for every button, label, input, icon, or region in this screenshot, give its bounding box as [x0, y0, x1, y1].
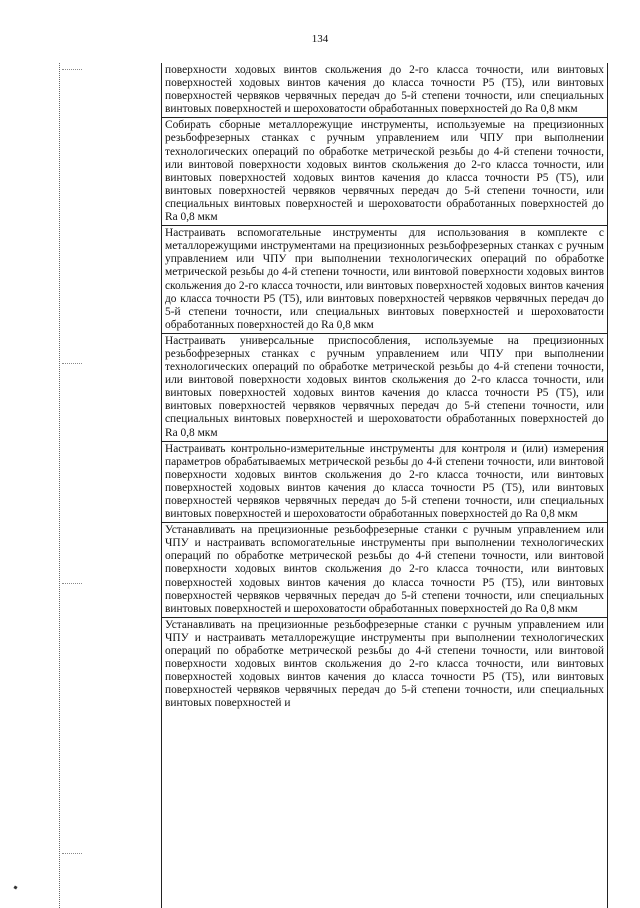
table-right-border — [607, 63, 608, 908]
left-column-tick — [62, 363, 82, 364]
table-row — [162, 226, 607, 334]
left-column-tick — [62, 583, 82, 584]
scan-artifact — [13, 885, 17, 889]
table-row — [162, 63, 607, 118]
table-row — [162, 442, 607, 524]
table-row — [162, 334, 607, 442]
table-row — [162, 618, 607, 712]
row-text: поверхности ходовых винтов скольжения до 2-го класса точности, или винтовых поверхностей ходовых винтов качения до класса точности P5 (T5), или винтовых поверхностей червяков червячных передач до 5-й степени точности, или специальных винтовых поверхностей и шероховатости обработанных поверхностей до Ra 0,8 мкм — [165, 64, 604, 116]
table-rows — [162, 63, 607, 712]
row-text: Настраивать вспомогательные инструменты для использования в комплекте с металлорежущими инструментами на прецизионных резьбофрезерных станках с ручным управлением или ЧПУ при выполнении технологических операций по обработке метрической резьбы до 4-й степени точности, или винтовой поверхности ходовых винтов скольжения до 2-го класса точности, или винтовых поверхностей ходовых винтов качения до класса точности P5 (T5), или винтовых поверхностей червяков червячных передач до 5-й степени точности, или специальных винтовых поверхностей и шероховатости обработанных поверхностей до Ra 0,8 мкм — [165, 227, 604, 331]
table-row — [162, 118, 607, 226]
row-text: Настраивать универсальные приспособления, используемые на прецизионных резьбофрезерных станках с ручным управлением или ЧПУ при выполнении технологических операций по обработке метрической резьбы до 4-й степени точности, или винтовой поверхности ходовых винтов скольжения до 2-го класса точности, или винтовых поверхностей ходовых винтов качения до класса точности P5 (T5), или винтовых поверхностей червяков червячных передач до 5-й степени точности, или специальных винтовых поверхностей и шероховатости обработанных поверхностей до Ra 0,8 мкм — [165, 334, 604, 439]
left-column-tick — [62, 853, 82, 854]
table-left-border — [59, 63, 60, 908]
row-text: Настраивать контрольно-измерительные инструменты для контроля и (или) измерения параметров обрабатываемых метрической резьбы до 4-й степени точности, или винтовой поверхности ходовых винтов скольжения до 2-го класса точности, или винтовых поверхностей ходовых винтов качения до класса точности P5 (T5), или винтовых поверхностей червяков червячных передач до 5-й степени точности, или специальных винтовых поверхностей и шероховатости обработанных поверхностей до Ra 0,8 мкм — [165, 442, 604, 521]
page-number: 134 — [311, 33, 329, 45]
table-row — [162, 523, 607, 618]
row-text: Устанавливать на прецизионные резьбофрезерные станки с ручным управлением или ЧПУ и настраивать вспомогательные инструменты при выполнении технологических операций по обработке метрической резьбы до 4-й степени точности, или винтовой поверхности ходовых винтов скольжения до 2-го класса точности, или винтовых поверхностей ходовых винтов качения до класса точности P5 (T5), или винтовых поверхностей червяков червячных передач до 5-й степени точности, или специальных винтовых поверхностей и шероховатости обработанных поверхностей до Ra 0,8 мкм — [165, 524, 604, 615]
row-text: Собирать сборные металлорежущие инструменты, используемые на прецизионных резьбофрезерных станках с ручным управлением или ЧПУ при выполнении технологических операций по обработке метрической резьбы до 4-й степени точности, или винтовой поверхности ходовых винтов скольжения до 2-го класса точности, или винтовых поверхностей ходовых винтов качения до класса точности P5 (T5), или винтовых поверхностей червяков червячных передач до 5-й степени точности, или специальных винтовых поверхностей и шероховатости обработанных поверхностей до Ra 0,8 мкм — [165, 119, 604, 224]
left-column-tick — [62, 69, 82, 70]
requirements-table — [59, 63, 609, 908]
row-text: Устанавливать на прецизионные резьбофрезерные станки с ручным управлением или ЧПУ и настраивать металлорежущие инструменты при выполнении технологических операций по обработке метрической резьбы до 4-й степени точности, или винтовой поверхности ходовых винтов скольжения до 2-го класса точности, или винтовых поверхностей ходовых винтов качения до класса точности P5 (T5), или винтовых поверхностей червяков червячных передач до 5-й степени точности, или специальных винтовых поверхностей и — [165, 618, 604, 710]
